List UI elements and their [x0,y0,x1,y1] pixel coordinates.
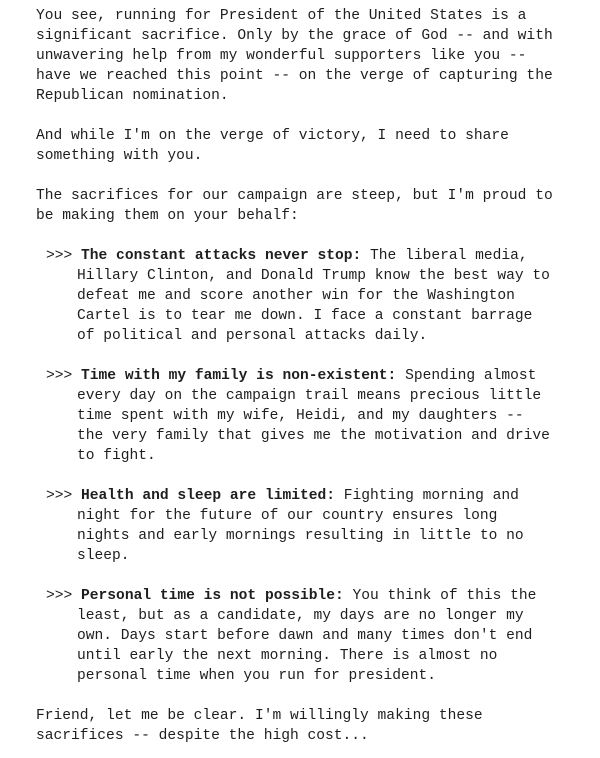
text-line [46,486,600,506]
text-line: least, but as a candidate, my days are no longer my [77,608,524,624]
bullet-heading: Personal time is not possible: [81,588,344,604]
bullet-heading: Health and sleep are limited: [81,488,336,504]
bullet-marker: >>> [46,368,82,384]
text-line: sleep. [77,548,130,564]
bullet-health-sleep [46,486,600,566]
bullet-heading: Time with my family is non-existent: [81,368,397,384]
bullet-personal-time [46,586,600,686]
bullet-constant-attacks [46,246,600,346]
text-line: significant sacrifice. Only by the grace of God -- and with [36,28,553,44]
text-line [46,366,600,386]
text-line: nights and early mornings resulting in little to no [77,528,524,544]
text-line: sacrifices -- despite the high cost... [36,728,369,744]
bullet-marker: >>> [46,588,82,604]
text-line: night for the future of our country ensures long [77,508,498,524]
text-line: Republican nomination. [36,88,229,104]
text-line: the very family that gives me the motivation and drive [77,428,550,444]
text-line: to fight. [77,448,156,464]
bullet-marker: >>> [46,488,82,504]
paragraph-verge-of-victory [36,126,600,166]
text-line [46,246,600,266]
text-line: of political and personal attacks daily. [77,328,428,344]
bullet-text: Spending almost [396,368,537,384]
text-line: You see, running for President of the United States is a [36,8,527,24]
text-line: unwavering help from my wonderful supporters like you -- [36,48,527,64]
text-line: defeat me and score another win for the Washington [77,288,515,304]
text-line: personal time when you run for president. [77,668,437,684]
text-line: own. Days start before dawn and many times don't end [77,628,533,644]
text-line [46,586,600,606]
text-line: And while I'm on the verge of victory, I need to share [36,128,509,144]
text-line: time spent with my wife, Heidi, and my daughters -- [77,408,524,424]
bullet-marker: >>> [46,248,82,264]
bullet-text: You think of this the [343,588,537,604]
text-line: until early the next morning. There is almost no [77,648,498,664]
paragraph-closing [36,706,600,746]
bullet-family-time [46,366,600,466]
bullet-text: The liberal media, [361,248,528,264]
bullet-text: Fighting morning and [335,488,519,504]
paragraph-opening [36,6,600,106]
text-line: Friend, let me be clear. I'm willingly making these [36,708,483,724]
text-line: every day on the campaign trail means precious little [77,388,542,404]
text-line: Hillary Clinton, and Donald Trump know the best way to [77,268,550,284]
text-line: have we reached this point -- on the verge of capturing the [36,68,553,84]
text-line: something with you. [36,148,203,164]
bullet-heading: The constant attacks never stop: [81,248,362,264]
text-line: The sacrifices for our campaign are steep, but I'm proud to [36,188,553,204]
text-line: be making them on your behalf: [36,208,299,224]
text-line: Cartel is to tear me down. I face a constant barrage [77,308,533,324]
paragraph-sacrifices-intro [36,186,600,226]
